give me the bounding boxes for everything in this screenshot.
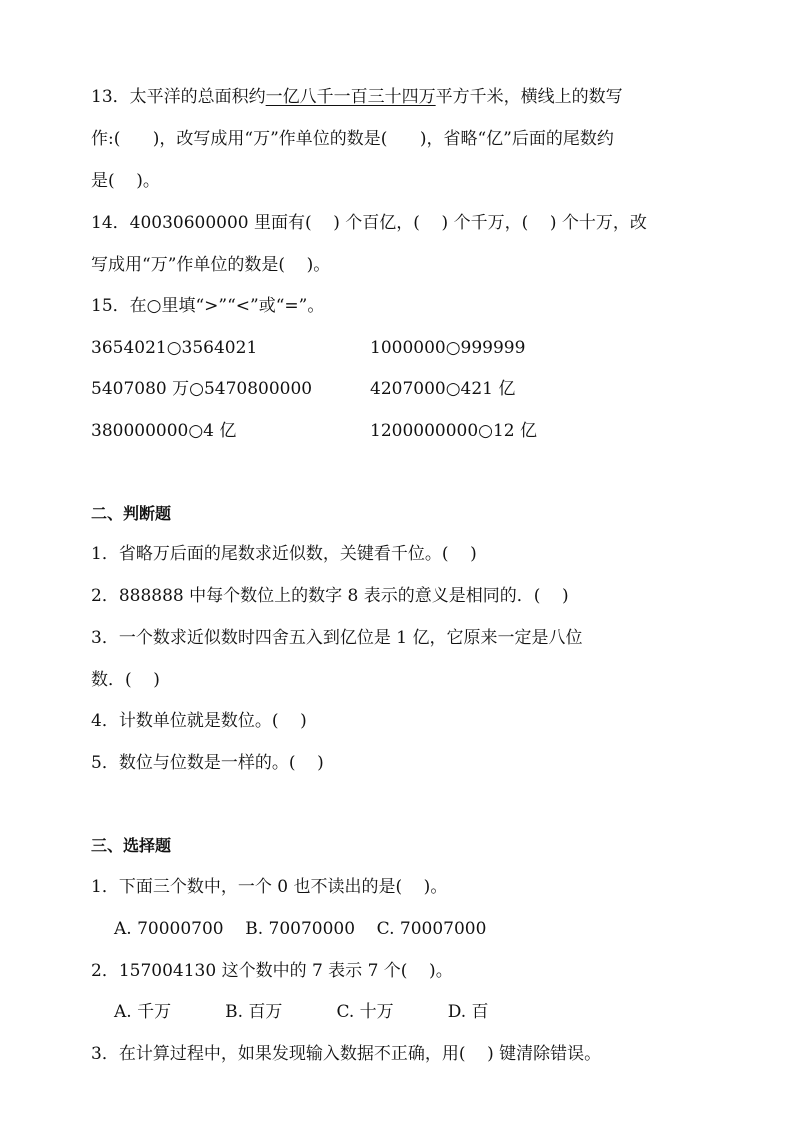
q15-compare-right-2: 4207000○421 亿 [370, 379, 516, 399]
judge-item-4: 4．计数单位就是数位。( ) [91, 711, 307, 731]
choice-q2-options: A. 千万 B. 百万 C. 十万 D. 百 [114, 1002, 489, 1022]
q14-line1: 14．40030600000 里面有( ) 个百亿，( ) 个千万，( ) 个十万，改 [91, 213, 647, 233]
q13-suffix: 平方千米，横线上的数写 [435, 87, 623, 107]
q13-line2: 作:( )，改写成用“万”作单位的数是( )，省略“亿”后面的尾数约 [91, 129, 614, 149]
q13-prefix: 13．太平洋的总面积约 [91, 87, 266, 107]
q13-line3: 是( )。 [91, 171, 160, 191]
choice-q2: 2．157004130 这个数中的 7 表示 7 个( )。 [91, 961, 453, 981]
judge-item-5: 5．数位与位数是一样的。( ) [91, 753, 324, 773]
section3-heading: 三、选择题 [91, 836, 172, 855]
section2-heading: 二、判断题 [91, 504, 172, 523]
choice-q1-options: A. 70000700 B. 70070000 C. 70007000 [114, 919, 487, 939]
q15-compare-left-1: 3654021○3564021 [91, 338, 258, 358]
q13-underlined-number: 一亿八千一百三十四万 [265, 87, 436, 107]
judge-item-3-cont: 数．( ) [91, 670, 160, 690]
judge-item-1: 1．省略万后面的尾数求近似数，关键看千位。( ) [91, 544, 477, 564]
q15-compare-left-2: 5407080 万○5470800000 [91, 379, 313, 399]
choice-q3: 3．在计算过程中，如果发现输入数据不正确，用( ) 键清除错误。 [91, 1044, 602, 1064]
q15-compare-right-3: 1200000000○12 亿 [370, 421, 538, 441]
choice-q1: 1．下面三个数中，一个 0 也不读出的是( )。 [91, 877, 448, 897]
q14-line2: 写成用“万”作单位的数是( )。 [91, 255, 331, 275]
q13-line1 [91, 86, 623, 108]
q15-line1: 15．在○里填“>”“<”或“=”。 [91, 296, 325, 316]
judge-item-2: 2．888888 中每个数位上的数字 8 表示的意义是相同的．( ) [91, 586, 569, 606]
q15-compare-right-1: 1000000○999999 [370, 338, 526, 358]
judge-item-3: 3．一个数求近似数时四舍五入到亿位是 1 亿，它原来一定是八位 [91, 628, 583, 648]
q15-compare-left-3: 380000000○4 亿 [91, 421, 237, 441]
